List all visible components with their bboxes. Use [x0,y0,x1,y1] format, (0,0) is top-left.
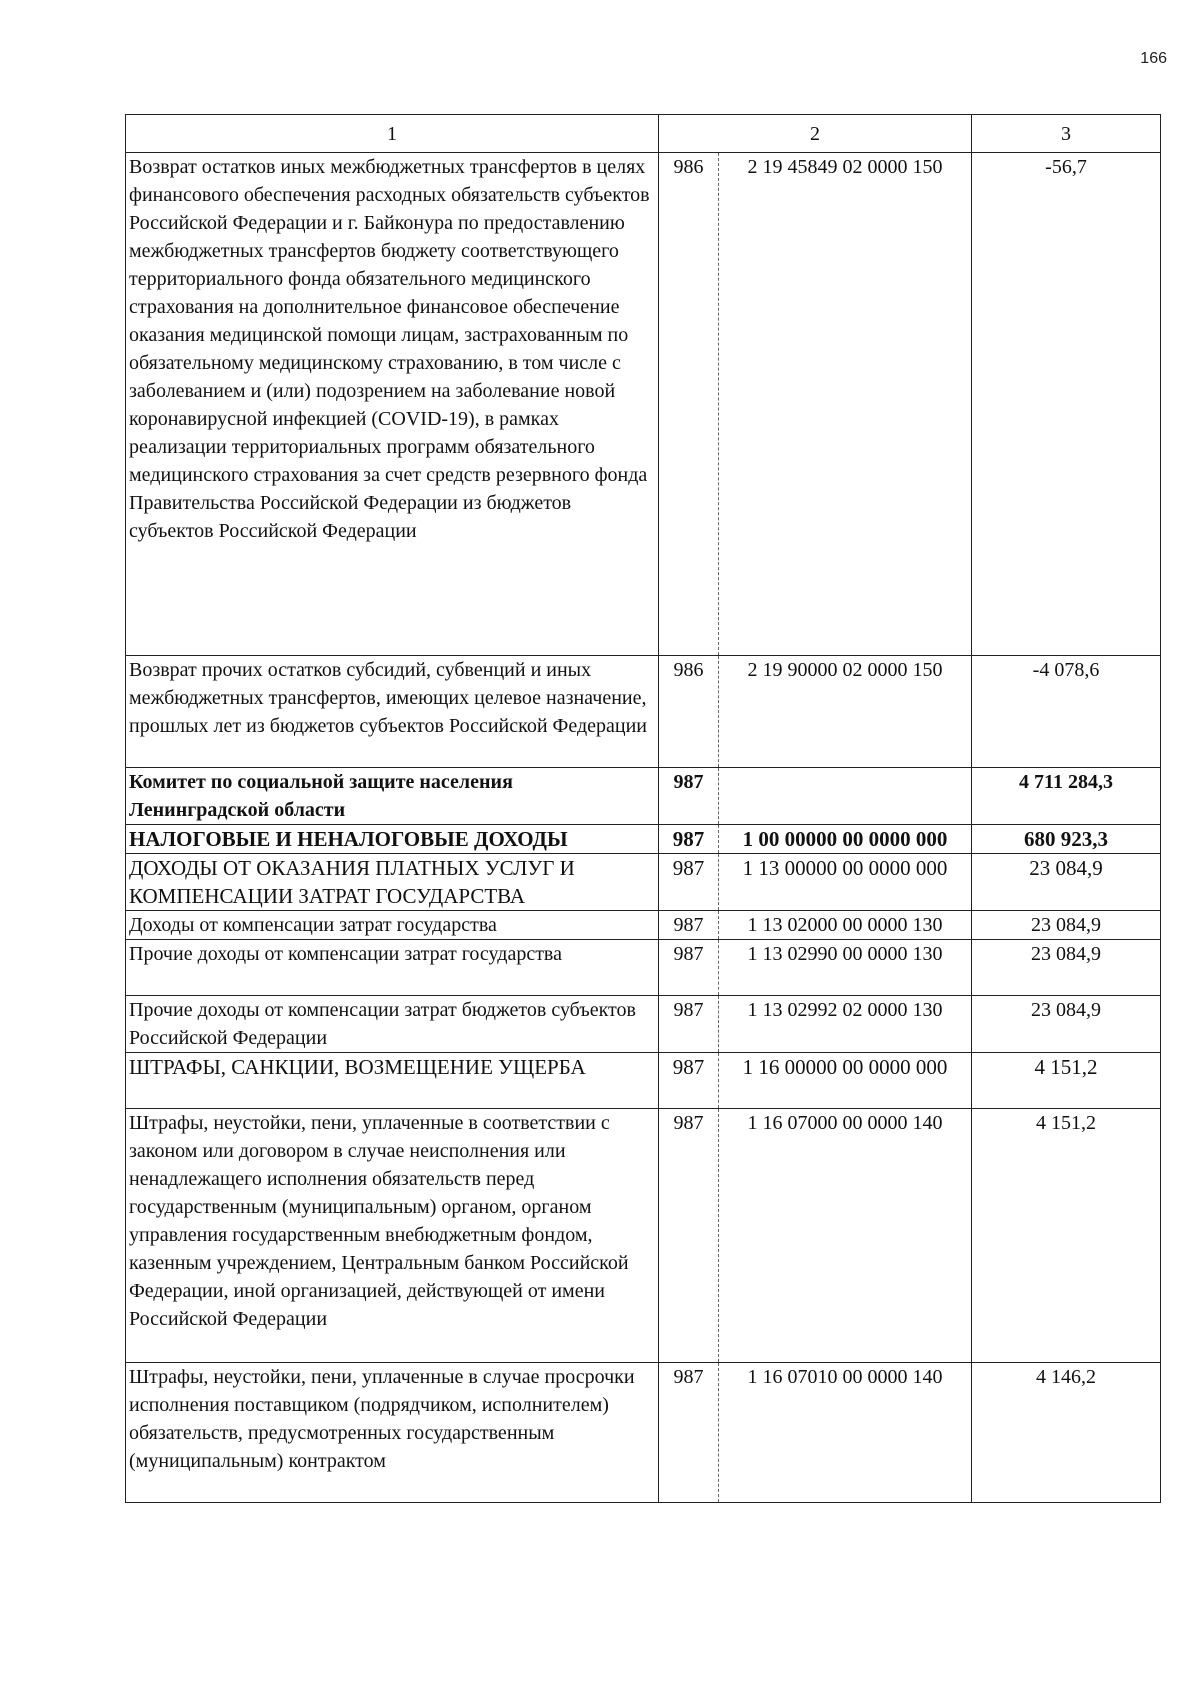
row-sum: 23 084,9 [972,996,1161,1053]
row-name: Возврат прочих остатков субсидий, субвенций и иных межбюджетных трансфертов, имеющих целевое назначение, прошлых лет из бюджетов субъектов Российской Федерации [126,656,659,768]
row-sum: 4 146,2 [972,1363,1161,1503]
row-budget-code: 1 13 02000 00 0000 130 [719,911,972,940]
row-name: Возврат остатков иных межбюджетных трансфертов в целях финансового обеспечения расходных обязательств субъектов Российской Федерации и г. Байконура по предоставлению межбюджетных трансфертов бюджету соответствующего территориального фонда обязательного медицинского страхования на дополнительное финансовое обеспечение оказания медицинской помощи лицам, застрахованным по обязательному медицинскому страхованию, в том числе с заболеванием и (или) подозрением на заболевание новой коронавирусной инфекцией (COVID-19), в рамках реализации территориальных программ обязательного медицинского страхования за счет средств резервного фонда Правительства Российской Федерации из бюджетов субъектов Российской Федерации [126,153,659,656]
row-name: Прочие доходы от компенсации затрат бюджетов субъектов Российской Федерации [126,996,659,1053]
table-row [126,825,1161,854]
row-admin-code: 986 [659,656,719,768]
row-sum: 4 151,2 [972,1109,1161,1363]
row-budget-code: 2 19 90000 02 0000 150 [719,656,972,768]
header-col-1: 1 [126,115,659,153]
row-sum: 4 151,2 [972,1053,1161,1109]
row-sum: 23 084,9 [972,911,1161,940]
header-col-3: 3 [972,115,1161,153]
row-sum: -56,7 [972,153,1161,656]
row-admin-code: 987 [659,940,719,996]
row-budget-code: 1 13 02990 00 0000 130 [719,940,972,996]
row-admin-code: 987 [659,1109,719,1363]
row-sum: 23 084,9 [972,854,1161,911]
table-row [126,1053,1161,1109]
table-row [126,1109,1161,1363]
row-admin-code: 987 [659,1363,719,1503]
table-row [126,996,1161,1053]
row-sum: 23 084,9 [972,940,1161,996]
row-name: ДОХОДЫ ОТ ОКАЗАНИЯ ПЛАТНЫХ УСЛУГ И КОМПЕНСАЦИИ ЗАТРАТ ГОСУДАРСТВА [126,854,659,911]
row-sum: -4 078,6 [972,656,1161,768]
row-admin-code: 987 [659,825,719,854]
row-admin-code: 987 [659,1053,719,1109]
row-budget-code: 1 00 00000 00 0000 000 [719,825,972,854]
row-admin-code: 987 [659,911,719,940]
table-row [126,1363,1161,1503]
budget-table [125,114,1161,1503]
row-name: Комитет по социальной защите населения Ленинградской области [126,768,659,825]
row-sum: 680 923,3 [972,825,1161,854]
row-budget-code: 1 13 00000 00 0000 000 [719,854,972,911]
row-budget-code [719,768,972,825]
row-budget-code: 1 16 00000 00 0000 000 [719,1053,972,1109]
row-name: Штрафы, неустойки, пени, уплаченные в случае просрочки исполнения поставщиком (подрядчиком, исполнителем) обязательств, предусмотренных государственным (муниципальным) контрактом [126,1363,659,1503]
row-admin-code: 986 [659,153,719,656]
row-name: Прочие доходы от компенсации затрат государства [126,940,659,996]
row-admin-code: 987 [659,768,719,825]
row-budget-code: 1 13 02992 02 0000 130 [719,996,972,1053]
header-col-2: 2 [659,115,972,153]
row-name: ШТРАФЫ, САНКЦИИ, ВОЗМЕЩЕНИЕ УЩЕРБА [126,1053,659,1109]
row-budget-code: 1 16 07010 00 0000 140 [719,1363,972,1503]
row-name: Штрафы, неустойки, пени, уплаченные в соответствии с законом или договором в случае неисполнения или ненадлежащего исполнения обязательств перед государственным (муниципальным) органом, органом управления государственным внебюджетным фондом, казенным учреждением, Центральным банком Российской Федерации, иной организацией, действующей от имени Российской Федерации [126,1109,659,1363]
table-row [126,911,1161,940]
table-row [126,153,1161,656]
page-number: 166 [1140,50,1167,67]
row-admin-code: 987 [659,854,719,911]
row-budget-code: 1 16 07000 00 0000 140 [719,1109,972,1363]
row-admin-code: 987 [659,996,719,1053]
table-row [126,940,1161,996]
row-name: Доходы от компенсации затрат государства [126,911,659,940]
table-row [126,768,1161,825]
row-name: НАЛОГОВЫЕ И НЕНАЛОГОВЫЕ ДОХОДЫ [126,825,659,854]
row-budget-code: 2 19 45849 02 0000 150 [719,153,972,656]
table-row [126,656,1161,768]
row-sum: 4 711 284,3 [972,768,1161,825]
table-header-row [126,115,1161,153]
table-row [126,854,1161,911]
